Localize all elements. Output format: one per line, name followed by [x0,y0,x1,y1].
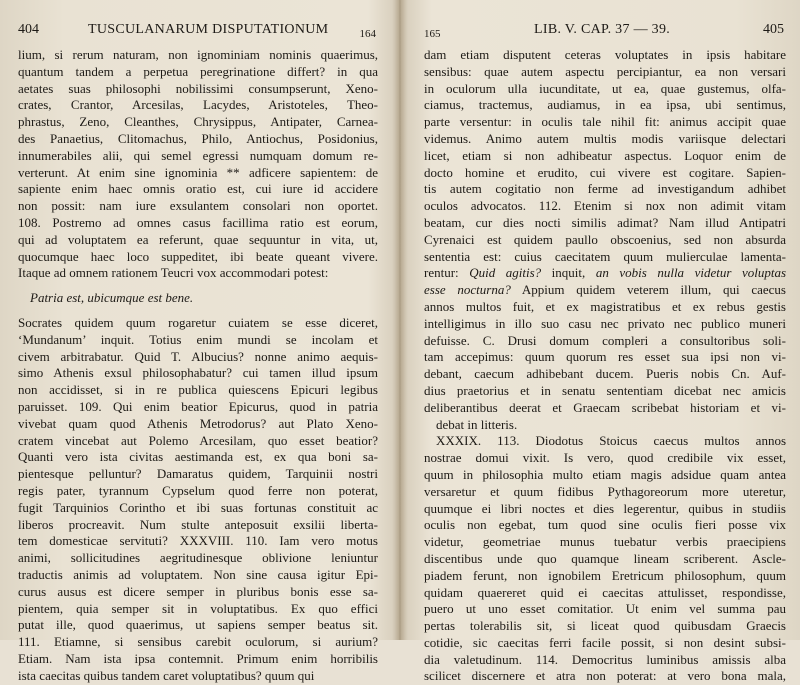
right-paragraph-1 [424,47,786,265]
text-line: cratem vincebat aut Polemo Arcesilam, quo esset beatior? [18,432,378,448]
left-running-head [18,20,376,40]
text-line: verterunt. At enim sine ignominia ** adficere sapientem: de [18,164,378,180]
text-line: XXXIX. 113. Diodotus Stoicus caecus multos annos [436,433,786,449]
text-line: sensibus: quae autem aspectu percipiantur, ea non versari [424,63,786,79]
text-line: ista caecitas quibus tandem caret voluptatibus? quum qui [18,667,315,683]
text-line: aetates suas philosophi nobilissimi consumpserunt, Xeno- [18,80,378,96]
text-line: 108. Postremo ad omnes casus facillima ratio est eorum, [18,214,378,230]
text-line: Cyrenaici est quidem paullo obscoenius, sed non absurda [424,231,786,247]
text-line: tem domesticae servituti? XXXVIII. 110. Iam vero motus [18,533,378,549]
text-line: nostrae domui vixit. Is vero, quod credibile vix esset, [424,450,786,466]
text-line: Socrates quidem quum rogaretur cuiatem se esse diceret, [18,314,378,330]
left-paragraph-1 [18,47,378,282]
text-line: quum in philosophia multo etiam magis adsidue quam antea [424,466,786,482]
text-line: quantum tandem a perpetua peregrinatione differt? in qua [18,63,378,79]
text-line: piadem ferunt, non ignobilem Eretricum philosophum, quum [424,567,786,583]
text-line: videtur, geometriae munus tuebatur verbis praecipiens [424,534,786,550]
text-line: discentibus unde quo quamque lineam scriberent. Ascle- [424,550,786,566]
text-line: vivebat quam quod Athenis Metrodorus? aut Plato Xeno- [18,415,378,431]
left-page-number: 404 [18,22,39,37]
text-line: puero ut uno esset comitatior. Ut enim vel summa pau [424,601,786,617]
text-line: in oculorum ulla iucunditate, ut ea, quae gustemus, olfa- [424,80,786,96]
text-line: quocumque haec loco suppeditet, ibi beate queant vivere. [18,248,378,264]
text-line: innumerabiles alii, qui semel egressi numquam domum re- [18,147,378,163]
right-section-xxxix [424,433,786,685]
text-line: regis pater, tyrannum Cypselum quod ferre non poterat, [18,482,378,498]
text-line: beatam, cur dies nocti similis adimat? Nam illud Antipatri [424,214,786,230]
text-line: pientem, quia semper sit in voluptatibus. Ex quo effici [18,600,378,616]
text-line: videmus. Animo autem multis modis variisque delectari [424,130,786,146]
text-line: fugit Tarquinios Corintho et ibi suas fortunas constituit ac [18,499,378,515]
text-line: dius praetorius et in senatu sententiam dicebat nec amicis [424,382,786,398]
text-line: paruisset. 109. Qui enim beatior Epicurus, quod in patria [18,398,378,414]
text-line: non possit: nam iure exsulantem consolari non oportet. [18,198,378,214]
text-line: pertas tolerabilis sit, si liceat quod quibusdam Graecis [424,618,786,634]
text-line: lium, si rerum naturam, non ignominiam nominis quaerimus, [18,47,378,62]
text-line: Quanti vero ista civitas aestimanda est, ex qua boni sa- [18,449,378,465]
left-body-text [18,47,378,684]
text-line: dia valetudinum. 114. Democritus luminibus amissis alba [424,651,786,667]
text-line: traductis animis ad voluptatem. Non sine causa igitur Epi- [18,566,378,582]
text-line: sententia est: cuius caecitatem quum mulierculae lamenta- [424,248,786,264]
text-line: simo Athenis exsul philosophabatur? cui tamen illud ipsum [18,365,378,381]
text-line: annos multos fuit, et ex magistratibus et ex rebus gestis [424,298,786,314]
text-line: 111. Etiamne, si sensibus carebit oculorum, si aurium? [18,634,378,650]
text-line: quumque ei libri noctes et dies legerentur, quibus in studiis [424,500,786,516]
text-line: tis autem cogitatio non ferme ad investigandum adhibet [424,181,786,197]
left-verse-quote: Patria est, ubicumque est bene. [30,290,194,306]
text-line: crates, Crantor, Arcesilas, Lacydes, Aristoteles, Theo- [18,97,378,113]
text-line: phrastus, Zeno, Cleanthes, Chrysippus, Antipater, Carnea- [18,114,378,130]
text-line: des Panaetius, Clitomachus, Philo, Antiochus, Posidonius, [18,130,378,146]
text-line: oculis non egebat, tum quod sine oculis fieri posse vix [424,517,786,533]
text-line: tam accepimus: quum quorum res esset sua ipsi non vi- [424,349,786,365]
text-line: versaretur et quum fidibus Pythagoreorum more uteretur, [424,483,786,499]
text-line: parte versentur: in oculis tale nihil fit: animus accipit quae [424,114,786,130]
text-line: oculos advocatos. 112. Etenim si nox non adimit vitam [424,198,786,214]
text-line: civem arbitrabatur. Quid T. Albucius? nonne animo aequis- [18,348,378,364]
text-line: scilicet discernere et atra non poterat: at vero bona mala, [424,668,786,684]
left-page [0,0,392,683]
right-page [408,0,800,684]
text-line: cotidie, sic caecitas ferri facile possit, si non desint subsi- [424,634,786,650]
text-line: non accidisset, si in re publica quiescens Epicuri legibus [18,382,378,398]
right-running-title: LIB. V. CAP. 37 — 39. [534,22,671,37]
text-line: licet, etiam si non adhibeatur aspectus. Loquor enim de [424,147,786,163]
right-quote-line-1: rentur: Quid agitis? inquit, an vobis nulla videtur voluptas [424,265,786,281]
text-line: debant, caecum adhibebant ducem. Pueris nobis Cn. Auf- [424,366,786,382]
text-line: qui ad voluptatem ea referunt, quae sequuntur in vita, ut, [18,231,378,247]
right-running-head [424,20,784,40]
text-line: deliberantibus deerat et Graecam scribebat historiam et vi- [424,399,786,415]
text-line: ‘Mundanum’ inquit. Totius enim mundi se incolam et [18,331,378,347]
left-paragraph-2 [18,315,378,685]
text-line: putat ille, quod quaerimus, ut sapiens semper beatus sit. [18,617,378,633]
right-signature-number: 165 [424,28,441,40]
left-signature-number: 164 [359,28,376,40]
text-line: dam etiam disputent ceteras voluptates in ipsis habitare [424,47,786,62]
text-line: debat in litteris. [436,416,518,432]
text-line: intelligimus in illo suo casu nec privato nec publico muneri [424,315,786,331]
left-running-title: TUSCULANARUM DISPUTATIONUM [88,22,329,37]
text-line: quidam quaereret quid ei caecitas attulisset, respondisse, [424,584,786,600]
text-line: curus ausus est dicere semper in pluribus bonis esse sa- [18,583,378,599]
text-line: Itaque ad omnem rationem Teucri vox accommodari potest: [18,265,329,281]
right-paragraph-2 [424,299,786,433]
right-page-number: 405 [763,22,784,37]
text-line: liberos procreavit. Num stulte anteposuit exsilii liberta- [18,516,378,532]
text-line: docto homine et erudito, cui vivere est cogitare. Sapien- [424,164,786,180]
text-line: animi, sollicitudines aegritudinesque oblivione leniuntur [18,550,378,566]
book-gutter [392,0,408,640]
text-line: defuisse. C. Drusi domum compleri a consultoribus soli- [424,332,786,348]
right-body-text [424,47,786,685]
text-line: sapiente enim haec omnis oratio est, cui iure id accidere [18,181,378,197]
right-quote-line-2: esse nocturna? Appium quidem veterem illum, qui caecus [424,282,786,298]
text-line: Etiam. Nam ista ipsa contemnit. Primum enim horribilis [18,650,378,666]
text-line: pientesque pelluntur? Damaratus quidem, Tarquinii nostri [18,466,378,482]
text-line: ciamus, tractemus, audiamus, in ea ipsa, ubi sentimus, [424,97,786,113]
